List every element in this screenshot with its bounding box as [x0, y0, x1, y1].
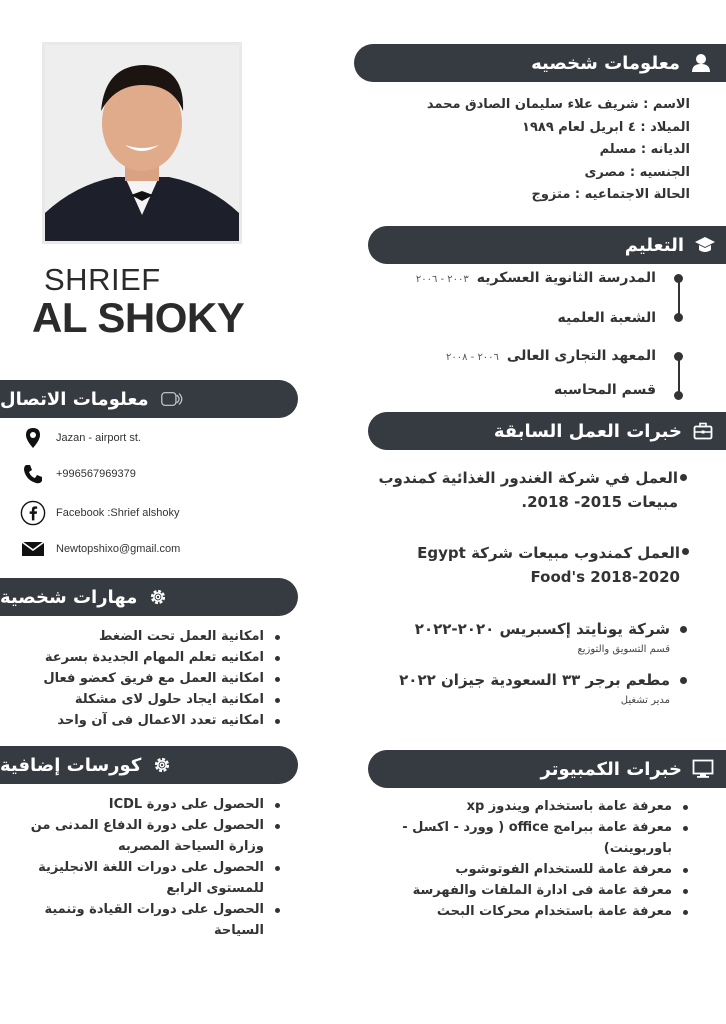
- skill-item: امكانيه تعدد الاعمال فى آن واحد: [10, 710, 282, 731]
- skill-item: امكانيه تعلم المهام الجديدة بسرعة: [10, 647, 282, 668]
- skills-header: [0, 578, 298, 616]
- phone-icon: [20, 461, 46, 487]
- gear-icon: [147, 586, 169, 608]
- contact-title: معلومات الاتصال: [0, 388, 149, 410]
- personal-info-title: معلومات شخصيه: [531, 52, 680, 74]
- gear-icon: [151, 754, 173, 776]
- education-item-dates: ٢٠٠٦ - ٢٠٠٨: [445, 352, 499, 363]
- contact-facebook-text[interactable]: Facebook :Shrief alshoky: [56, 507, 180, 519]
- skill-item: امكانية ايجاد حلول لاى مشكلة: [10, 689, 282, 710]
- education-item-name: المدرسة الثانوية العسكريه: [476, 270, 656, 286]
- facebook-icon[interactable]: [20, 500, 46, 526]
- mail-icon: [20, 536, 46, 562]
- monitor-icon: [692, 758, 714, 780]
- personal-info-header: [354, 44, 726, 82]
- user-icon: [690, 52, 712, 74]
- computer-item: معرفة عامة ببرامج office ( وورد - اكسل - باوربوينت): [370, 817, 690, 859]
- contact-email-text[interactable]: Newtopshixo@gmail.com: [56, 543, 181, 555]
- location-pin-icon: [20, 425, 46, 451]
- education-item-title: [446, 348, 656, 364]
- work-bullet: [680, 677, 687, 684]
- contact-facebook[interactable]: [20, 500, 180, 526]
- work-bullet: [680, 626, 687, 633]
- courses-list: [18, 794, 282, 941]
- education-item-sub: قسم المحاسبه: [553, 382, 656, 398]
- computer-item: معرفة عامة باستخدام ويندوز xp: [370, 796, 690, 817]
- computer-item: معرفة عامة للستخدام الفوتوشوب: [370, 859, 690, 880]
- work-item: [370, 668, 670, 710]
- work-header: [368, 412, 726, 450]
- timeline-dot: [674, 352, 683, 361]
- timeline-dot: [674, 391, 683, 400]
- contact-phone-text: +996567969379: [56, 468, 136, 480]
- profile-photo: [42, 42, 242, 244]
- contact-address: [20, 425, 141, 451]
- education-item-sub: الشعبة العلميه: [557, 310, 656, 326]
- courses-title: كورسات إضافية: [0, 754, 142, 776]
- work-item: [370, 617, 670, 659]
- skills-title: مهارات شخصية: [0, 586, 138, 608]
- work-title: خبرات العمل السابقة: [493, 420, 682, 442]
- courses-header: [0, 746, 298, 784]
- person-portrait-icon: [45, 45, 239, 241]
- course-item: الحصول على دورة ICDL: [18, 794, 282, 815]
- work-item-title: شركة يونايتد إكسبريس ٢٠٢٠-٢٠٢٢: [414, 620, 670, 638]
- education-item-dates: ٢٠٠٣ - ٢٠٠٦: [415, 274, 469, 285]
- personal-nationality: الجنسيه : مصرى: [584, 164, 690, 180]
- contact-icon: [161, 388, 183, 410]
- skills-list: [10, 626, 282, 731]
- computer-header: [368, 750, 726, 788]
- contact-phone: [20, 461, 136, 487]
- skill-item: امكانية العمل مع فريق كعضو فعال: [10, 668, 282, 689]
- first-name: SHRIEF: [44, 262, 161, 297]
- education-header: [368, 226, 726, 264]
- personal-religion: الديانه : مسلم: [599, 142, 690, 157]
- personal-name: الاسم : شريف علاء سليمان الصادق محمد: [426, 97, 690, 112]
- timeline-dot: [674, 313, 683, 322]
- computer-item: معرفة عامة باستخدام محركات البحث: [370, 901, 690, 922]
- work-bullet: [680, 474, 687, 481]
- work-item: العمل كمندوب مبيعات شركة Egypt Food's 2018-2020: [417, 544, 680, 586]
- contact-address-text: Jazan - airport st.: [56, 432, 141, 444]
- education-title: التعليم: [624, 234, 684, 256]
- briefcase-icon: [692, 420, 714, 442]
- contact-email[interactable]: [20, 536, 180, 562]
- education-item-title: [416, 270, 656, 286]
- work-item-sub: مدير تشغيل: [620, 695, 670, 706]
- personal-info-list: [370, 94, 690, 207]
- skill-item: امكانية العمل تحت الضغط: [10, 626, 282, 647]
- computer-title: خبرات الكمبيوتر: [540, 758, 682, 780]
- course-item: الحصول على دورات القيادة وتنمية السياحة: [18, 899, 282, 941]
- last-name: AL SHOKY: [32, 294, 245, 341]
- work-item: العمل في شركة الغندور الغذائية كمندوب مبيعات 2015- 2018.: [378, 469, 678, 511]
- course-item: الحصول على دورة الدفاع المدنى من وزارة السياحة المصربه: [18, 815, 282, 857]
- work-item-sub: قسم التسويق والتوزيع: [577, 644, 670, 655]
- work-item-title: مطعم برجر ٣٣ السعودية جيزان ٢٠٢٢: [399, 671, 670, 689]
- education-item-name: المعهد التجارى العالى: [506, 348, 656, 364]
- course-item: الحصول على دورات اللغة الانجليزية للمستوى الرابع: [18, 857, 282, 899]
- contact-header: [0, 380, 298, 418]
- computer-item: معرفة عامة فى ادارة الملفات والفهرسة: [370, 880, 690, 901]
- personal-birth: الميلاد : ٤ ابريل لعام ١٩٨٩: [522, 119, 690, 135]
- work-bullet: [682, 548, 689, 555]
- graduation-cap-icon: [694, 234, 716, 256]
- timeline-dot: [674, 274, 683, 283]
- personal-marital: الحالة الاجتماعيه : متزوج: [531, 187, 690, 202]
- computer-list: [370, 796, 690, 922]
